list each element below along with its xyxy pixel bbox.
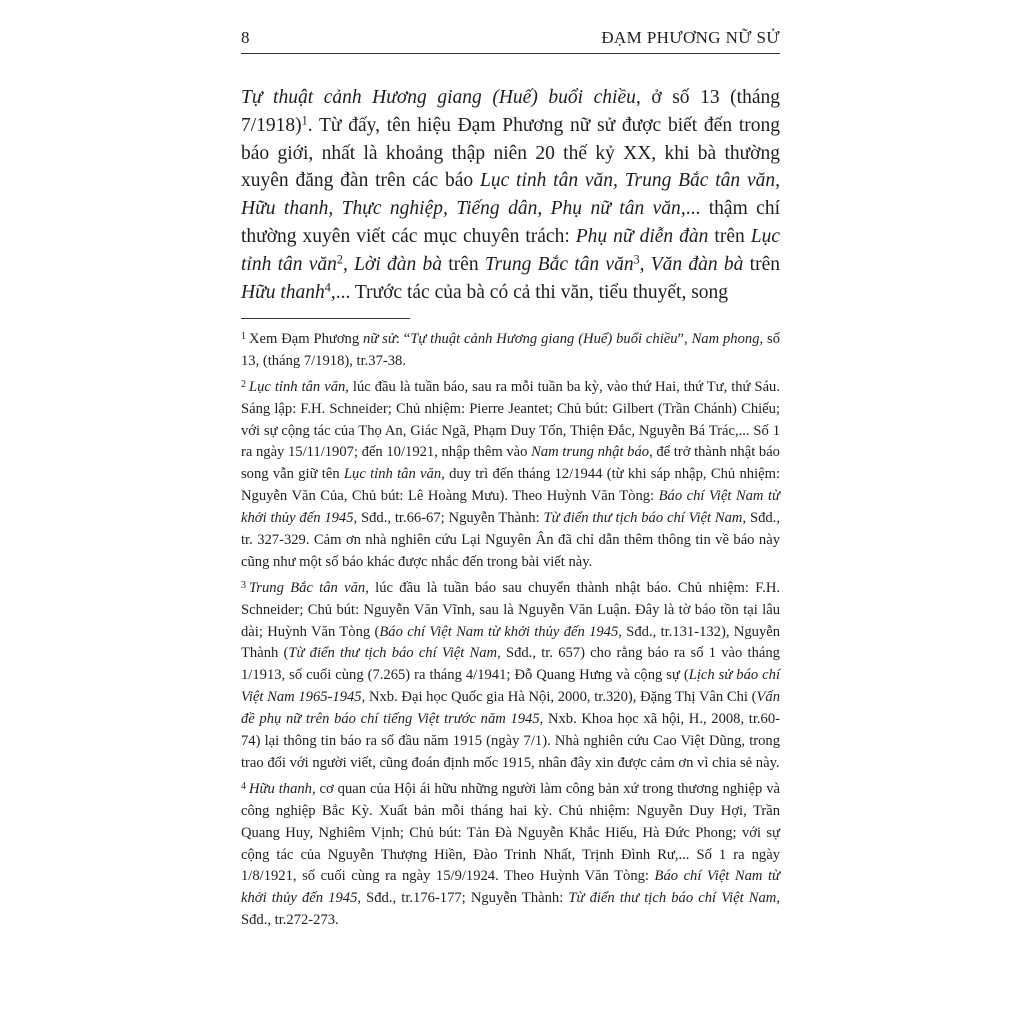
italic-run: Lịch sử báo chí Việt Nam 1965-1945 [241,667,780,706]
text-run: : “ [395,331,411,347]
text-run: , số 13, (tháng 7/1918), tr.37-38. [241,331,781,369]
italic-run: Lời đàn bà [354,253,442,275]
text-run: , lúc đầu là tuần báo sau chuyển thành nhật báo. Chủ nhiệm: F.H. Schneider; Chủ bút: Nguyễn Văn Vĩnh, sau là Nguyễn Văn Luận. Đây là tờ báo tồn tại lâu dài; Huỳnh Văn Tòng ( [241,579,781,640]
text-run: , Nxb. Đại học Quốc gia Hà Nội, 2000, tr.320), Đặng Thị Vân Chi ( [361,689,757,706]
italic-run: Trung Bắc tân văn [249,579,366,596]
footnote-text [241,781,780,928]
footnote-ref: 1 [301,113,308,128]
italic-run: Nam trung nhật báo [531,444,650,461]
footnote-number: 2 [241,378,246,390]
page-header [241,28,780,54]
footnote-number: 1 [241,331,246,342]
text-run: Xem Đạm Phương [249,331,364,347]
text-run: . Từ đấy, tên hiệu Đạm Phương nữ sử được biết đến trong báo giới, nhất là khoảng thập niên 20 thế kỷ XX, khi bà thường xuyên đăng đàn trên các báo [241,114,780,192]
footnote-1 [241,326,780,373]
text-run: trên [743,253,780,275]
text-run: , [342,253,355,275]
text-run: , Sđd., tr. 327-329. Cảm ơn nhà nghiên cứu Lại Nguyên Ân đã chỉ dẫn thêm thông tin về báo này cũng như một số báo khác được nhắc đến trong bài viết này. [241,510,780,570]
italic-run: Từ điển thư tịch báo chí Việt Nam [568,890,777,907]
italic-run: Báo chí Việt Nam từ khởi thủy đến 1945 [241,488,780,527]
italic-run: Phụ nữ diễn đàn [575,225,709,247]
footnote-number: 3 [241,579,246,591]
italic-run: Từ điển thư tịch báo chí Việt Nam [543,510,743,527]
italic-run: Vấn đề phụ nữ trên báo chí tiếng Việt trước năm 1945 [241,689,780,728]
text-run: , Sđd., tr.272-273. [241,890,780,929]
italic-run: Tự thuật cảnh Hương giang (Huế) buổi chiều [241,87,636,108]
text-run: , duy trì đến tháng 12/1944 (từ khi sáp nhập, Chủ nhiệm: Nguyễn Văn Của, Chủ bút: Lê Hoàng Mưu). Theo Huỳnh Văn Tòng: [241,466,781,505]
italic-run: Lục tỉnh tân văn [249,378,346,395]
page-number: 8 [241,28,250,47]
italic-run: Hữu thanh [241,281,325,303]
text-run: ,... thậm chí thường xuyên viết các mục chuyên trách: [241,198,780,247]
text-run: ”, [677,331,692,347]
italic-run: Báo chí Việt Nam từ khởi thủy đến 1945 [379,623,619,640]
italic-run: Lục tỉnh tân văn, Trung Bắc tân văn, Hữu thanh, Thực nghiệp, Tiếng dân, Phụ nữ tân văn [241,170,781,220]
footnote-ref: 3 [633,252,640,267]
footnote-text [241,331,780,369]
footnote-4 [241,776,780,932]
text-run: trên [708,225,751,247]
footnote-ref: 2 [336,252,343,267]
footnote-number: 4 [241,780,246,792]
italic-run: Lục tỉnh tân văn [241,225,780,275]
italic-run: Nam phong [691,331,760,347]
italic-run: Từ điển thư tịch báo chí Việt Nam [288,645,498,662]
running-title: ĐẠM PHƯƠNG NỮ SỬ [601,28,780,47]
text-run: , [639,253,651,275]
italic-run: Tự thuật cảnh Hương giang (Huế) buổi chiều [410,331,678,347]
italic-run: Lục tỉnh tân văn [343,466,442,483]
text-run: , Nxb. Khoa học xã hội, H., 2008, tr.60-74) lại thông tin báo ra số đầu năm 1915 (ngày 7/1). Nhà nghiên cứu Cao Việt Dũng, trong trao đổi với người viết, cũng đoán định mốc 1915, nhân đây xin được cảm ơn vì chia sẻ này. [241,711,780,771]
footnote-separator [241,318,410,319]
text-run: ,... Trước tác của bà có cả thi văn, tiểu thuyết, song [330,281,729,303]
italic-run: Văn đàn bà [650,253,744,275]
text-run: , lúc đầu là tuần báo, sau ra mỗi tuần ba kỳ, vào thứ Hai, thứ Tư, thứ Sáu. Sáng lập: F.H. Schneider; Chủ nhiệm: Pierre Jeantet; Chủ bút: Gilbert (Trần Chánh) Chiếu; với sự cộng tác của Thọ An, Giác Ngã, Phạm Duy Tốn, Thiện Đắc, Nguyễn Bá Trác,... Số 1 ra ngày 15/11/1907; đến 10/1921, nhập thêm vào [241,378,781,461]
footnote-text [241,580,780,771]
text-run: , cơ quan của Hội ái hữu những người làm công bản xứ trong thương nghiệp và công nghiệp Bắc Kỳ. Xuất bản mỗi tháng hai kỳ. Chủ nhiệm: Nguyễn Duy Hợi, Trần Quang Huy, Nghiêm Vịnh; Chủ bút: Tản Đà Nguyễn Khắc Hiếu, Hà Đức Phong; với sự cộng tác của Nguyễn Thượng Hiền, Đào Trinh Nhất, Trịnh Đình Rư,... Số 1 ra ngày 1/8/1921, số cuối cùng ra ngày 15/9/1924. Theo Huỳnh Văn Tòng: [241,780,780,885]
footnote-ref: 4 [324,279,331,294]
footnote-3 [241,575,780,775]
italic-run: Trung Bắc tân văn [484,253,634,275]
italic-run: nữ sử [363,331,396,347]
text-run: , Sđd., tr. 657) cho rằng báo ra số 1 vào tháng 1/1913, số cuối cùng (7.265) ra tháng 4/1941; Đỗ Quang Hưng và cộng sự ( [241,645,780,684]
text-run: , Sđd., tr.131-132), Nguyễn Thành ( [241,623,781,662]
text-run: , để trở thành nhật báo song vẫn giữ tên [241,444,780,483]
text-run: , Sđd., tr.66-67; Nguyễn Thành: [353,510,544,527]
footnote-text [241,379,780,570]
text-run: , ở số 13 (tháng 7/1918) [241,87,780,136]
body-paragraph [241,84,780,306]
text-run: trên [442,253,485,275]
italic-run: Báo chí Việt Nam từ khởi thủy đến 1945 [241,868,781,907]
text-run: , Sđd., tr.176-177; Nguyễn Thành: [357,890,569,907]
footnote-2 [241,374,780,574]
italic-run: Hữu thanh [249,780,312,797]
footnotes [241,326,780,933]
